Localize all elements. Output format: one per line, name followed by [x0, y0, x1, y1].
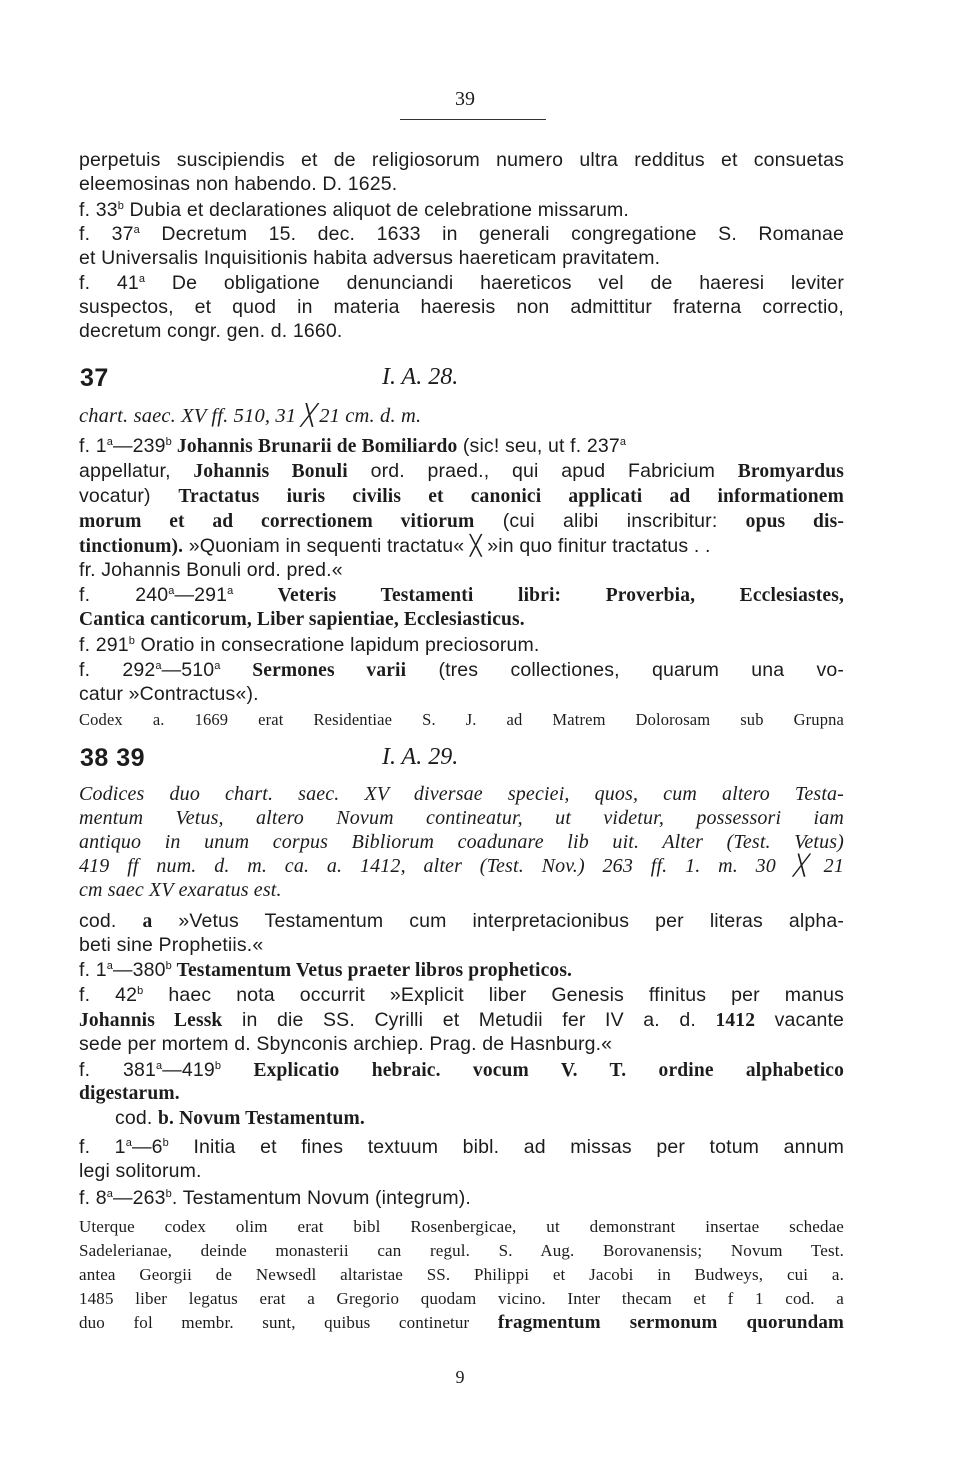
text: Dubia et declarationes aliquot de celebratione missarum.	[123, 199, 629, 221]
shelfmark: I. A. 29.	[382, 744, 459, 770]
folio-side: a	[155, 660, 162, 672]
text-line	[79, 459, 844, 484]
folio-side: a	[155, 1060, 163, 1072]
text-line: decretum congr. gen. d. 1660.	[79, 320, 343, 342]
text-line	[79, 1135, 844, 1159]
text: (sic! seu, ut f. 237	[457, 435, 620, 457]
folio: f. 1	[79, 959, 107, 981]
work-title: b. Novum Testamentum.	[158, 1108, 365, 1129]
codex-letter: a	[142, 911, 153, 932]
text-line	[79, 1058, 844, 1083]
entry-number: 37	[80, 364, 109, 392]
folio: f. 42	[79, 984, 138, 1006]
author-name: Johannis Brunarii de Bomiliardo	[171, 436, 458, 457]
work-title: opus dis-	[745, 511, 844, 532]
text: . Testamentum Novum (integrum).	[171, 1187, 471, 1209]
work-title: Tractatus iuris civilis et canonici applicati ad informationem	[178, 486, 844, 507]
text: duo fol membr. sunt, quibus continetur	[79, 1313, 498, 1332]
text: (tres collectiones, quarum una vo-	[406, 659, 844, 681]
text-line	[79, 271, 844, 295]
text-line: eleemosinas non habendo. D. 1625.	[79, 173, 398, 195]
text: (cui alibi inscribitur:	[474, 510, 746, 532]
entry-number: 38 39	[80, 744, 146, 772]
folio-side: b	[137, 985, 144, 997]
folio-side: a	[106, 960, 113, 972]
text: vocatur)	[79, 485, 179, 507]
codex-description: antiquo in unum corpus Bibliorum coadunare lib uit. Alter (Test. Vetus)	[79, 831, 844, 853]
text-line	[79, 658, 844, 683]
folio-side: a	[106, 436, 113, 448]
text-line: fr. Johannis Bonuli ord. pred.«	[79, 559, 343, 581]
codex-description: cm saec XV exaratus est.	[79, 879, 282, 901]
text: »Vetus Testamentum cum interpretacionibus per literas alpha-	[152, 910, 844, 932]
text-line	[79, 484, 844, 509]
folio: f. 291	[79, 634, 129, 656]
folio-side: a	[214, 660, 221, 672]
folio: f. 8	[79, 1187, 107, 1209]
folio: —510	[161, 659, 215, 681]
folio: —239	[112, 435, 166, 457]
physical-description: chart. saec. XV ff. 510, 31 ╳ 21 cm. d. m.	[79, 405, 422, 427]
folio: f. 381	[79, 1059, 156, 1081]
text-line	[79, 509, 844, 534]
folio-side: b	[165, 1188, 172, 1200]
text-line	[79, 909, 844, 934]
folio: f. 33	[79, 199, 118, 221]
text-line: et Universalis Inquisitionis habita adversus haereticam pravitatem.	[79, 247, 661, 269]
provenance-note: antea Georgii de Newsedl altaristae SS. Philippi et Jacobi in Budweys, cui a.	[79, 1265, 844, 1284]
work-title: morum et ad correctionem vitiorum	[79, 511, 475, 532]
folio: —6	[131, 1136, 163, 1158]
provenance-note	[79, 1311, 844, 1335]
text: cod.	[115, 1107, 159, 1129]
shelfmark: I. A. 28.	[382, 364, 459, 390]
text-line	[79, 1186, 844, 1210]
page-number-top: 39	[455, 88, 475, 110]
header-rule	[400, 119, 546, 120]
text: ord. praed., qui apud Fabricium	[347, 460, 738, 482]
work-title: Sermones varii	[220, 660, 407, 681]
provenance-note: 1485 liber legatus erat a Gregorio quodam vicino. Inter thecam et f 1 cod. a	[79, 1289, 844, 1308]
author-name: Bromyardus	[737, 461, 844, 482]
codex-description: 419 ff num. d. m. ca. a. 1412, alter (Test. Nov.) 263 ff. 1. m. 30 ╳ 21	[79, 855, 844, 877]
folio: f. 1	[79, 1136, 126, 1158]
folio: —291	[174, 584, 228, 606]
text: Oratio in consecratione lapidum preciosorum.	[134, 634, 540, 656]
year: 1412	[715, 1010, 756, 1031]
folio: f. 1	[79, 435, 107, 457]
text-line: sede per mortem d. Sbynconis archiep. Prag. de Hasnburg.«	[79, 1033, 613, 1055]
work-title: Veteris Testamenti libri: Proverbia, Ecclesiastes,	[233, 585, 844, 606]
folio-side: a	[125, 1137, 132, 1149]
codex-description: mentum Vetus, altero Novum contineatur, ut videtur, possessori iam	[79, 807, 844, 829]
page-number-bottom: 9	[455, 1367, 465, 1387]
provenance-note: Codex a. 1669 erat Residentiae S. J. ad Matrem Dolorosam sub Grupna	[79, 710, 844, 729]
text-line	[79, 983, 844, 1007]
provenance-note: Sadelerianae, deinde monasterii can regul. S. Aug. Borovanensis; Novum Test.	[79, 1241, 844, 1260]
folio-side: b	[165, 436, 172, 448]
scribe-name: Johannis Lessk	[79, 1010, 223, 1031]
folio-side: a	[168, 585, 175, 597]
text-line	[79, 1008, 844, 1033]
folio-side: b	[128, 635, 135, 647]
text-line: perpetuis suscipiendis et de religiosorum numero ultra redditus et consuetas	[79, 149, 844, 171]
text-line	[79, 434, 844, 459]
folio: —419	[162, 1059, 215, 1081]
folio-side: b	[162, 1137, 169, 1149]
work-title: Explicatio hebraic. vocum V. T. ordine alphabetico	[221, 1060, 844, 1081]
folio: f. 37	[79, 223, 134, 245]
text-line: Cantica canticorum, Liber sapientiae, Ecclesiasticus.	[79, 609, 525, 630]
text-line	[115, 1106, 880, 1131]
folio-side: a	[619, 436, 627, 448]
text-line	[79, 222, 844, 246]
folio-side: b	[214, 1060, 222, 1072]
codex-description: Codices duo chart. saec. XV diversae speciei, quos, cum altero Testa-	[79, 783, 844, 805]
author-name: Johannis Bonuli	[193, 461, 348, 482]
text: Initia et fines textuum bibl. ad missas per totum annum	[168, 1136, 845, 1158]
folio-side: a	[106, 1188, 113, 1200]
folio: —380	[112, 959, 166, 981]
text-line	[79, 633, 844, 657]
folio-side: b	[117, 200, 124, 212]
incipit: »Quoniam in sequenti tractatu« ╳ »in quo finitur tractatus . .	[183, 535, 711, 557]
text-line	[79, 534, 844, 559]
text-line: catur »Contractus«).	[79, 683, 259, 705]
text: cod.	[79, 910, 143, 932]
text: in die SS. Cyrilli et Metudii fer IV a. d.	[222, 1009, 716, 1031]
text-line: beti sine Prophetiis.«	[79, 934, 264, 956]
work-title: fragmentum sermonum quorundam	[497, 1312, 844, 1333]
work-title: Testamentum Vetus praeter libros propheticos.	[171, 960, 573, 981]
text-line	[79, 583, 844, 608]
folio-side: a	[138, 273, 146, 285]
folio: —263	[112, 1187, 166, 1209]
text-line: suspectos, et quod in materia haeresis non admittitur fraterna correctio,	[79, 296, 844, 318]
folio: f. 41	[79, 272, 139, 294]
folio-side: a	[133, 224, 140, 236]
text-line: digestarum.	[79, 1083, 180, 1104]
folio-side: a	[227, 585, 234, 597]
work-title: tinctionum).	[79, 536, 184, 557]
text: De obligatione denunciandi haereticos vel de haeresi leviter	[145, 272, 844, 294]
folio: f. 240	[79, 584, 169, 606]
folio-side: b	[165, 960, 172, 972]
provenance-note: Uterque codex olim erat bibl Rosenbergicae, ut demonstrant insertae schedae	[79, 1217, 844, 1236]
text-line: legi solitorum.	[79, 1160, 202, 1182]
text: haec nota occurrit »Explicit liber Genesis ffinitus per manus	[143, 984, 844, 1006]
text: vacante	[755, 1009, 845, 1031]
text-line	[79, 958, 844, 983]
text: appellatur,	[79, 460, 194, 482]
text: Decretum 15. dec. 1633 in generali congregatione S. Romanae	[139, 223, 844, 245]
folio: f. 292	[79, 659, 156, 681]
text-line	[79, 198, 844, 222]
